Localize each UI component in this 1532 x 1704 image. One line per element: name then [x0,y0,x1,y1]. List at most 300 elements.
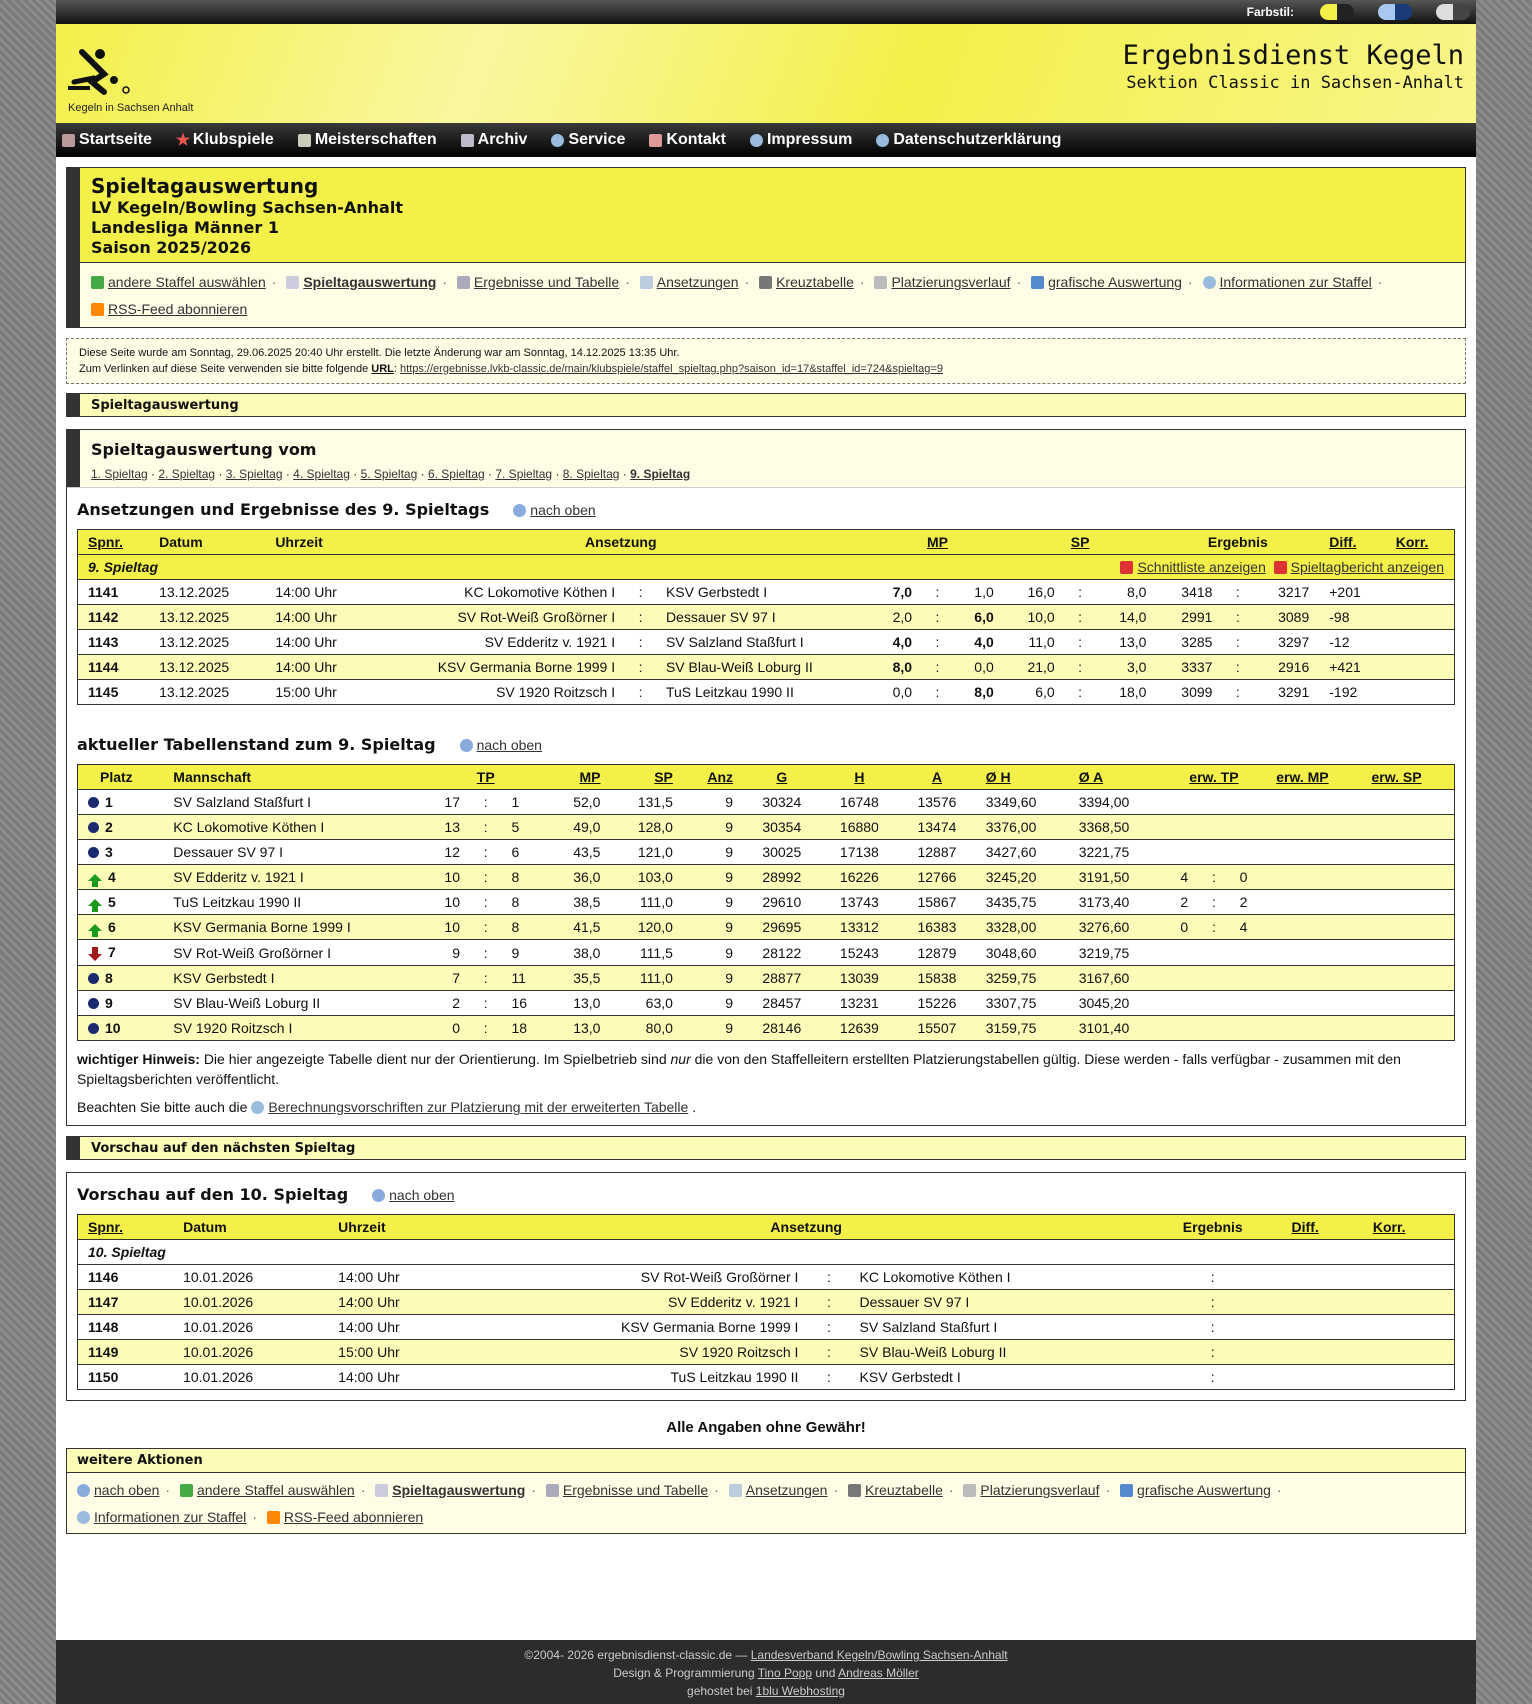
nav-archiv[interactable]: Archiv [461,131,528,149]
platz-cell: 3 [78,840,164,865]
table-cell: 13,0 [1096,630,1157,655]
col-ergebnis: Ergebnis [1144,1215,1282,1240]
liga-title: Landesliga Männer 1 [91,218,279,237]
col-diff[interactable]: Diff. [1282,1215,1363,1240]
link-berechnungsvorschriften[interactable]: Berechnungsvorschriften zur Platzierung mit der erweiterten Tabelle [268,1099,689,1115]
style-yellow-toggle[interactable] [1320,4,1354,20]
link-nach-oben[interactable]: nach oben [389,1186,455,1203]
site-footer: ©2004- 2026 ergebnisdienst-classic.de — Landesverband Kegeln/Bowling Sachsen-Anhalt Design & Programmierung Tino Popp und Andreas Möller gehostet bei 1blu Webhosting [56,1640,1476,1704]
platz-cell: 1 [78,790,164,815]
trend-down-icon [88,954,102,961]
nav-service[interactable]: Service [551,131,625,149]
col-h[interactable]: H [821,765,899,790]
link-spieltagauswertung[interactable]: Spieltagauswertung [303,274,437,290]
col-mp[interactable]: MP [871,530,1004,555]
spieltag-links: 1. Spieltag · 2. Spieltag · 3. Spieltag · 4. Spieltag · 5. Spieltag · 6. Spieltag · 7. Spieltag · 8. Spieltag · 9. Spieltag [91,467,691,481]
col-platz: Platz [78,765,164,790]
bar-chart-icon [1031,276,1044,289]
table-cell: 9 [683,840,743,865]
table-cell: 13.12.2025 [149,630,265,655]
table-cell [1230,840,1267,865]
table-row: 1144 13.12.2025 14:00 Uhr KSV Germania Borne 1999 I : SV Blau-Weiß Loburg II 8,0 : 0,0 21,0 : 3,0 3337 : 2916 +421 [78,655,1455,680]
document-icon [375,1484,388,1497]
back-arrow-icon [91,276,104,289]
nav-kontakt[interactable]: Kontakt [649,131,726,149]
table-cell: 15226 [898,991,976,1016]
trend-same-icon [88,847,99,858]
staffel-links: andere Staffel auswählen · Spieltagauswertung · Ergebnisse und Tabelle · Ansetzungen · Kreuztabelle · Platzierungsverlauf · grafische Auswertung · Informationen zur Staffel · RSS-Feed abonnieren [67,263,1465,327]
team-cell: KSV Gerbstedt I [163,966,423,991]
col-erw-mp[interactable]: erw. MP [1266,765,1361,790]
table-cell: 13743 [821,890,899,915]
nav-startseite[interactable]: Startseite [62,131,152,149]
table-cell: 28146 [743,1016,821,1041]
team-cell: KC Lokomotive Köthen I [163,815,423,840]
link-platzierungsverlauf[interactable]: Platzierungsverlauf [891,274,1011,290]
table-cell: 28877 [743,966,821,991]
graph-icon [963,1484,976,1497]
col-oa[interactable]: Ø A [1069,765,1162,790]
table-cell: 14,0 [1096,605,1157,630]
table-cell: 3,0 [1096,655,1157,680]
table-cell: 16383 [898,915,976,940]
footer-author-1[interactable]: Tino Popp [757,1666,813,1680]
link-spieltag-8[interactable]: 8. Spieltag [562,467,620,481]
table-cell: 9 [683,991,743,1016]
table-cell [1162,940,1199,966]
table-cell: 3219,75 [1069,940,1162,966]
col-mannschaft: Mannschaft [163,765,423,790]
table-cell: 28992 [743,865,821,890]
up-arrow-icon [460,739,473,752]
table-cell: 28457 [743,991,821,1016]
table-cell: 3285 [1156,630,1222,655]
table-cell: 14:00 Uhr [328,1315,468,1340]
table-cell: 131,5 [610,790,682,815]
action-platzierungsverlauf[interactable]: Platzierungsverlauf [980,1482,1100,1498]
nav-klubspiele[interactable]: ★ Klubspiele [175,131,274,149]
standings-table [77,764,1455,1041]
table-cell: 41,5 [548,915,610,940]
col-sp[interactable]: SP [1004,530,1157,555]
away-team: SV Salzland Staßfurt I [850,1315,1144,1340]
table-cell: 8,0 [871,655,922,680]
table-cell: 43,5 [548,840,610,865]
action-andere-staffel[interactable]: andere Staffel auswählen [196,1482,355,1498]
footer-lv-link[interactable]: Landesverband Kegeln/Bowling Sachsen-Anhalt [750,1648,1008,1662]
action-ansetzungen[interactable]: Ansetzungen [745,1482,828,1498]
diff-cell: -12 [1319,630,1385,655]
diff-cell: -192 [1319,680,1385,705]
col-korr[interactable]: Korr. [1386,530,1455,555]
action-rss[interactable]: RSS-Feed abonnieren [283,1509,424,1525]
table-row: 4 SV Edderitz v. 1921 I 10 : 8 36,0 103,0 9 28992 16226 12766 3245,20 3191,50 4 : 0 [78,865,1455,890]
team-cell: Dessauer SV 97 I [163,840,423,865]
home-team: KSV Germania Borne 1999 I [468,1315,808,1340]
link-spieltag-5[interactable]: 5. Spieltag [360,467,418,481]
table-cell: 12887 [898,840,976,865]
home-team: SV 1920 Roitzsch I [370,680,625,705]
col-datum: Datum [173,1215,328,1240]
up-arrow-icon [77,1484,90,1497]
chart-icon [298,134,311,147]
table-cell: 1,0 [953,580,1004,605]
table-cell: 6,0 [1004,680,1065,705]
team-cell: SV Blau-Weiß Loburg II [163,991,423,1016]
logo-text: Kegeln in Sachsen Anhalt [68,102,194,114]
info-line1: Diese Seite wurde am Sonntag, 29.06.2025 20:40 Uhr erstellt. Die letzte Änderung war am Sonntag, 14.12.2025 13:35 Uhr. [79,347,680,359]
col-ergebnis: Ergebnis [1156,530,1319,555]
table-cell: 0 [1162,915,1199,940]
table-cell: 16 [501,991,548,1016]
trend-up-icon [88,924,102,931]
spieltag-panel-title: Spieltagauswertung vom [91,440,317,459]
style-blue-toggle[interactable] [1378,4,1412,20]
table-cell: 10 [423,915,470,940]
table-cell: 111,0 [610,966,682,991]
table-cell: 8 [501,915,548,940]
table-cell: 3328,00 [976,915,1069,940]
link-nach-oben[interactable]: nach oben [476,736,542,753]
table-cell: 21,0 [1004,655,1065,680]
actions-title: weitere Aktionen [67,1449,1465,1473]
link-nach-oben[interactable]: nach oben [530,501,596,518]
spnr-cell: 1145 [78,680,150,705]
table-cell: 1 [501,790,548,815]
table-cell [1230,1016,1267,1041]
top-bar [56,0,1476,24]
link-spieltagbericht[interactable]: Spieltagbericht anzeigen [1290,559,1444,575]
team-cell: KSV Germania Borne 1999 I [163,915,423,940]
table-row: 7 SV Rot-Weiß Großörner I 9 : 9 38,0 111,5 9 28122 15243 12879 3048,60 3219,75 [78,940,1455,966]
home-team: SV 1920 Roitzsch I [468,1340,808,1365]
link-spieltag-4[interactable]: 4. Spieltag [293,467,350,481]
spnr-cell: 1141 [78,580,150,605]
home-icon [62,134,75,147]
table-cell: 3297 [1253,630,1319,655]
table-row: 2 KC Lokomotive Köthen I 13 : 5 49,0 128,0 9 30354 16880 13474 3376,00 3368,50 [78,815,1455,840]
col-oh[interactable]: Ø H [976,765,1069,790]
bar-chart-icon [1120,1484,1133,1497]
col-erw-sp[interactable]: erw. SP [1362,765,1455,790]
table-cell: 15838 [898,966,976,991]
action-kreuztabelle[interactable]: Kreuztabelle [865,1482,943,1498]
away-team: SV Salzland Staßfurt I [656,630,871,655]
table-cell: 14:00 Uhr [265,580,370,605]
table-cell [1230,991,1267,1016]
table-row: 6 KSV Germania Borne 1999 I 10 : 8 41,5 120,0 9 29695 13312 16383 3328,00 3276,60 0 : 4 [78,915,1455,940]
trend-same-icon [88,998,99,1009]
table-cell: 3101,40 [1069,1016,1162,1041]
table-cell: 9 [683,966,743,991]
table-cell: 49,0 [548,815,610,840]
table-row: 5 TuS Leitzkau 1990 II 10 : 8 38,5 111,0 9 29610 13743 15867 3435,75 3173,40 2 : 2 [78,890,1455,915]
nav-datenschutz[interactable]: Datenschutzerklärung [876,131,1061,149]
col-sp[interactable]: SP [610,765,682,790]
results-heading: Ansetzungen und Ergebnisse des 9. Spieltags nach oben [77,500,596,519]
up-arrow-icon [372,1189,385,1202]
table-cell: 15243 [821,940,899,966]
document-icon [286,276,299,289]
col-mp[interactable]: MP [548,765,610,790]
away-team: TuS Leitzkau 1990 II [656,680,871,705]
table-cell: 17138 [821,840,899,865]
table-cell: 3221,75 [1069,840,1162,865]
action-nach-oben[interactable]: nach oben [94,1482,160,1498]
table-cell: 3307,75 [976,991,1069,1016]
site-title: Ergebnisdienst Kegeln [1122,40,1464,71]
action-spieltagauswertung[interactable]: Spieltagauswertung [392,1482,526,1498]
spnr-cell: 1144 [78,655,150,680]
action-informationen-staffel[interactable]: Informationen zur Staffel [94,1509,247,1525]
info-line2: Zum Verlinken auf diese Seite verwenden sie bitte folgende URL: https://ergebnisse.lvkb-classic.de/main/klubspiele/staffel_spieltag.php?saison_id=17&staffel_id=724&spieltag=9 [79,363,943,375]
table-note: wichtiger Hinweis: Die hier angezeigte Tabelle dient nur der Orientierung. Im Spielbetrieb sind nur die von den Staffelleitern erstellten Platzierungstabellen gültig. Diese werden - falls verfügbar - zusammen mit den Spieltagsberichten veröffentlicht. [77,1051,1401,1087]
action-ergebnisse-tabelle[interactable]: Ergebnisse und Tabelle [562,1482,709,1498]
diff-cell: +201 [1319,580,1385,605]
platz-cell: 9 [78,991,164,1016]
star-icon: ★ [175,131,191,149]
action-grafische-auswertung[interactable]: grafische Auswertung [1137,1482,1271,1498]
nav-impressum[interactable]: Impressum [750,131,852,149]
footer-hoster-link[interactable]: 1blu Webhosting [755,1684,845,1698]
rss-icon [267,1511,280,1524]
pdf-icon [1274,561,1287,574]
col-a[interactable]: A [898,765,976,790]
col-spnr[interactable]: Spnr. [78,530,150,555]
table-cell: 13.12.2025 [149,580,265,605]
preview-panel [66,1172,1466,1401]
spnr-cell: 1142 [78,605,150,630]
table-row: 1143 13.12.2025 14:00 Uhr SV Edderitz v. 1921 I : SV Salzland Staßfurt I 4,0 : 4,0 11,0 : 13,0 3285 : 3297 -12 [78,630,1455,655]
table-cell: 13 [423,815,470,840]
col-spnr[interactable]: Spnr. [78,1215,174,1240]
table-cell: 3191,50 [1069,865,1162,890]
table-cell: 12879 [898,940,976,966]
col-diff[interactable]: Diff. [1319,530,1385,555]
calendar-icon [640,276,653,289]
table-cell: 10.01.2026 [173,1340,328,1365]
table-cell: 3376,00 [976,815,1069,840]
platz-cell: 4 [78,865,164,890]
link-spieltag-9[interactable]: 9. Spieltag [630,467,691,481]
section-spieltagauswertung: Spieltagauswertung [66,393,1466,417]
table-cell: 16880 [821,815,899,840]
group-label: 9. Spieltag [78,555,1004,580]
table-cell: 13.12.2025 [149,655,265,680]
table-cell: 9 [683,915,743,940]
actions-box [66,1448,1466,1534]
permalink-url[interactable]: https://ergebnisse.lvkb-classic.de/main/klubspiele/staffel_spieltag.php?saison_id=17&staffel_id=724&spieltag=9 [400,363,943,375]
table-icon [457,276,470,289]
table-row: 1141 13.12.2025 14:00 Uhr KC Lokomotive Köthen I : KSV Gerbstedt I 7,0 : 1,0 16,0 : 8,0 3418 : 3217 +201 [78,580,1455,605]
col-tp[interactable]: TP [423,765,548,790]
table-cell: 15867 [898,890,976,915]
away-team: SV Blau-Weiß Loburg II [850,1340,1144,1365]
table-cell [1162,815,1199,840]
table-row: 1150 10.01.2026 14:00 Uhr TuS Leitzkau 1990 II : KSV Gerbstedt I : [78,1365,1455,1390]
table-cell: 3159,75 [976,1016,1069,1041]
table-cell: 3337 [1156,655,1222,680]
platz-cell: 2 [78,815,164,840]
link-spieltag-1[interactable]: 1. Spieltag [91,467,148,481]
section-vorschau: Vorschau auf den nächsten Spieltag [66,1136,1466,1160]
info-icon [551,134,564,147]
table-cell: 3099 [1156,680,1222,705]
team-cell: SV Rot-Weiß Großörner I [163,940,423,966]
table-cell: 13474 [898,815,976,840]
table-cell: 0 [1230,865,1267,890]
table-heading: aktueller Tabellenstand zum 9. Spieltag nach oben [77,735,542,754]
col-uhrzeit: Uhrzeit [265,530,370,555]
table-cell: 9 [683,865,743,890]
table-cell: 36,0 [548,865,610,890]
calendar-icon [729,1484,742,1497]
table-cell: 14:00 Uhr [328,1290,468,1315]
korr-cell [1386,655,1455,680]
table-cell: 4 [1230,915,1267,940]
col-uhrzeit: Uhrzeit [328,1215,468,1240]
table-cell: 9 [683,790,743,815]
table-cell: 9 [683,815,743,840]
table-cell: 2916 [1253,655,1319,680]
nav-meisterschaften[interactable]: Meisterschaften [298,131,437,149]
table-cell: 121,0 [610,840,682,865]
table-row: 8 KSV Gerbstedt I 7 : 11 35,5 111,0 9 28877 13039 15838 3259,75 3167,60 [78,966,1455,991]
col-erw-tp[interactable]: erw. TP [1162,765,1267,790]
table-cell: 13.12.2025 [149,605,265,630]
table-cell: 4 [1162,865,1199,890]
table-cell: 10 [423,865,470,890]
spnr-cell: 1148 [78,1315,174,1340]
home-team: KSV Germania Borne 1999 I [370,655,625,680]
pdf-icon [1120,561,1133,574]
link-kreuztabelle[interactable]: Kreuztabelle [776,274,854,290]
korr-cell [1386,680,1455,705]
link-andere-staffel[interactable]: andere Staffel auswählen [108,274,266,290]
table-cell: 15:00 Uhr [328,1340,468,1365]
table-cell: 0,0 [953,655,1004,680]
table-cell: 9 [683,890,743,915]
table-cell: 10.01.2026 [173,1315,328,1340]
table-cell: 5 [501,815,548,840]
link-spieltag-6[interactable]: 6. Spieltag [427,467,485,481]
link-informationen-staffel[interactable]: Informationen zur Staffel [1219,274,1372,290]
results-table [77,529,1455,705]
away-team: KSV Gerbstedt I [850,1365,1144,1390]
table-cell: 3048,60 [976,940,1069,966]
spnr-cell: 1150 [78,1365,174,1390]
spieltag-panel [66,429,1466,1126]
table-row: 3 Dessauer SV 97 I 12 : 6 43,5 121,0 9 30025 17138 12887 3427,60 3221,75 [78,840,1455,865]
footer-author-2[interactable]: Andreas Möller [838,1666,919,1680]
team-cell: SV Salzland Staßfurt I [163,790,423,815]
table-cell: 3167,60 [1069,966,1162,991]
spnr-cell: 1147 [78,1290,174,1315]
spnr-cell: 1146 [78,1265,174,1290]
table-cell: 3427,60 [976,840,1069,865]
table-note-2: Beachten Sie bitte auch die Berechnungsvorschriften zur Platzierung mit der erweiterten Tabelle . [77,1099,697,1115]
table-cell: 9 [423,940,470,966]
table-cell: 9 [683,940,743,966]
table-cell [1230,940,1267,966]
trend-same-icon [88,822,99,833]
link-schnittliste[interactable]: Schnittliste anzeigen [1137,559,1266,575]
table-cell [1230,815,1267,840]
trend-same-icon [88,973,99,984]
table-cell: 28122 [743,940,821,966]
page [56,0,1476,1704]
table-cell [1230,790,1267,815]
table-cell: 3418 [1156,580,1222,605]
link-spieltag-2[interactable]: 2. Spieltag [158,467,216,481]
table-cell: 8,0 [953,680,1004,705]
info-icon [251,1101,264,1114]
link-spieltag-7[interactable]: 7. Spieltag [495,467,553,481]
table-cell: 13,0 [548,1016,610,1041]
table-cell: 2 [423,991,470,1016]
table-cell: 6,0 [953,605,1004,630]
team-cell: SV 1920 Roitzsch I [163,1016,423,1041]
korr-cell [1386,630,1455,655]
table-cell: 14:00 Uhr [328,1365,468,1390]
table-cell: 35,5 [548,966,610,991]
link-rss[interactable]: RSS-Feed abonnieren [108,301,248,317]
table-cell: 16748 [821,790,899,815]
info-box [66,338,1466,384]
group-label: 10. Spieltag [78,1240,1455,1265]
link-ansetzungen[interactable]: Ansetzungen [656,274,739,290]
farbstil-label: Farbstil: [1246,5,1294,19]
table-cell: 17 [423,790,470,815]
table-cell: 9 [683,1016,743,1041]
table-row: 1145 13.12.2025 15:00 Uhr SV 1920 Roitzsch I : TuS Leitzkau 1990 II 0,0 : 8,0 6,0 : 18,0 3099 : 3291 -192 [78,680,1455,705]
trend-up-icon [88,899,102,906]
info-icon [77,1511,90,1524]
col-g[interactable]: G [743,765,821,790]
home-team: KC Lokomotive Köthen I [370,580,625,605]
archive-icon [461,134,474,147]
table-cell: 111,0 [610,890,682,915]
table-cell: 38,5 [548,890,610,915]
away-team: Dessauer SV 97 I [850,1290,1144,1315]
table-cell: 18 [501,1016,548,1041]
table-cell: 7 [423,966,470,991]
link-grafische-auswertung[interactable]: grafische Auswertung [1048,274,1182,290]
team-cell: TuS Leitzkau 1990 II [163,890,423,915]
trend-same-icon [88,797,99,808]
table-row: 1 SV Salzland Staßfurt I 17 : 1 52,0 131,5 9 30324 16748 13576 3349,60 3394,00 [78,790,1455,815]
table-cell: 30354 [743,815,821,840]
table-cell: 15:00 Uhr [265,680,370,705]
site-subtitle: Sektion Classic in Sachsen-Anhalt [1126,73,1464,93]
table-cell: 10.01.2026 [173,1290,328,1315]
title-box [66,167,1466,328]
link-ergebnisse-tabelle[interactable]: Ergebnisse und Tabelle [473,274,620,290]
col-korr[interactable]: Korr. [1363,1215,1455,1240]
style-grey-toggle[interactable] [1436,4,1470,20]
home-team: SV Edderitz v. 1921 I [370,630,625,655]
table-cell [1162,966,1199,991]
table-cell: 8 [501,865,548,890]
link-spieltag-3[interactable]: 3. Spieltag [225,467,283,481]
table-cell: 13,0 [548,991,610,1016]
table-cell: 30324 [743,790,821,815]
col-anz[interactable]: Anz [683,765,743,790]
rss-icon [91,303,104,316]
spieltag-panel-head [67,430,1465,488]
table-cell: 3045,20 [1069,991,1162,1016]
table-cell: 16226 [821,865,899,890]
